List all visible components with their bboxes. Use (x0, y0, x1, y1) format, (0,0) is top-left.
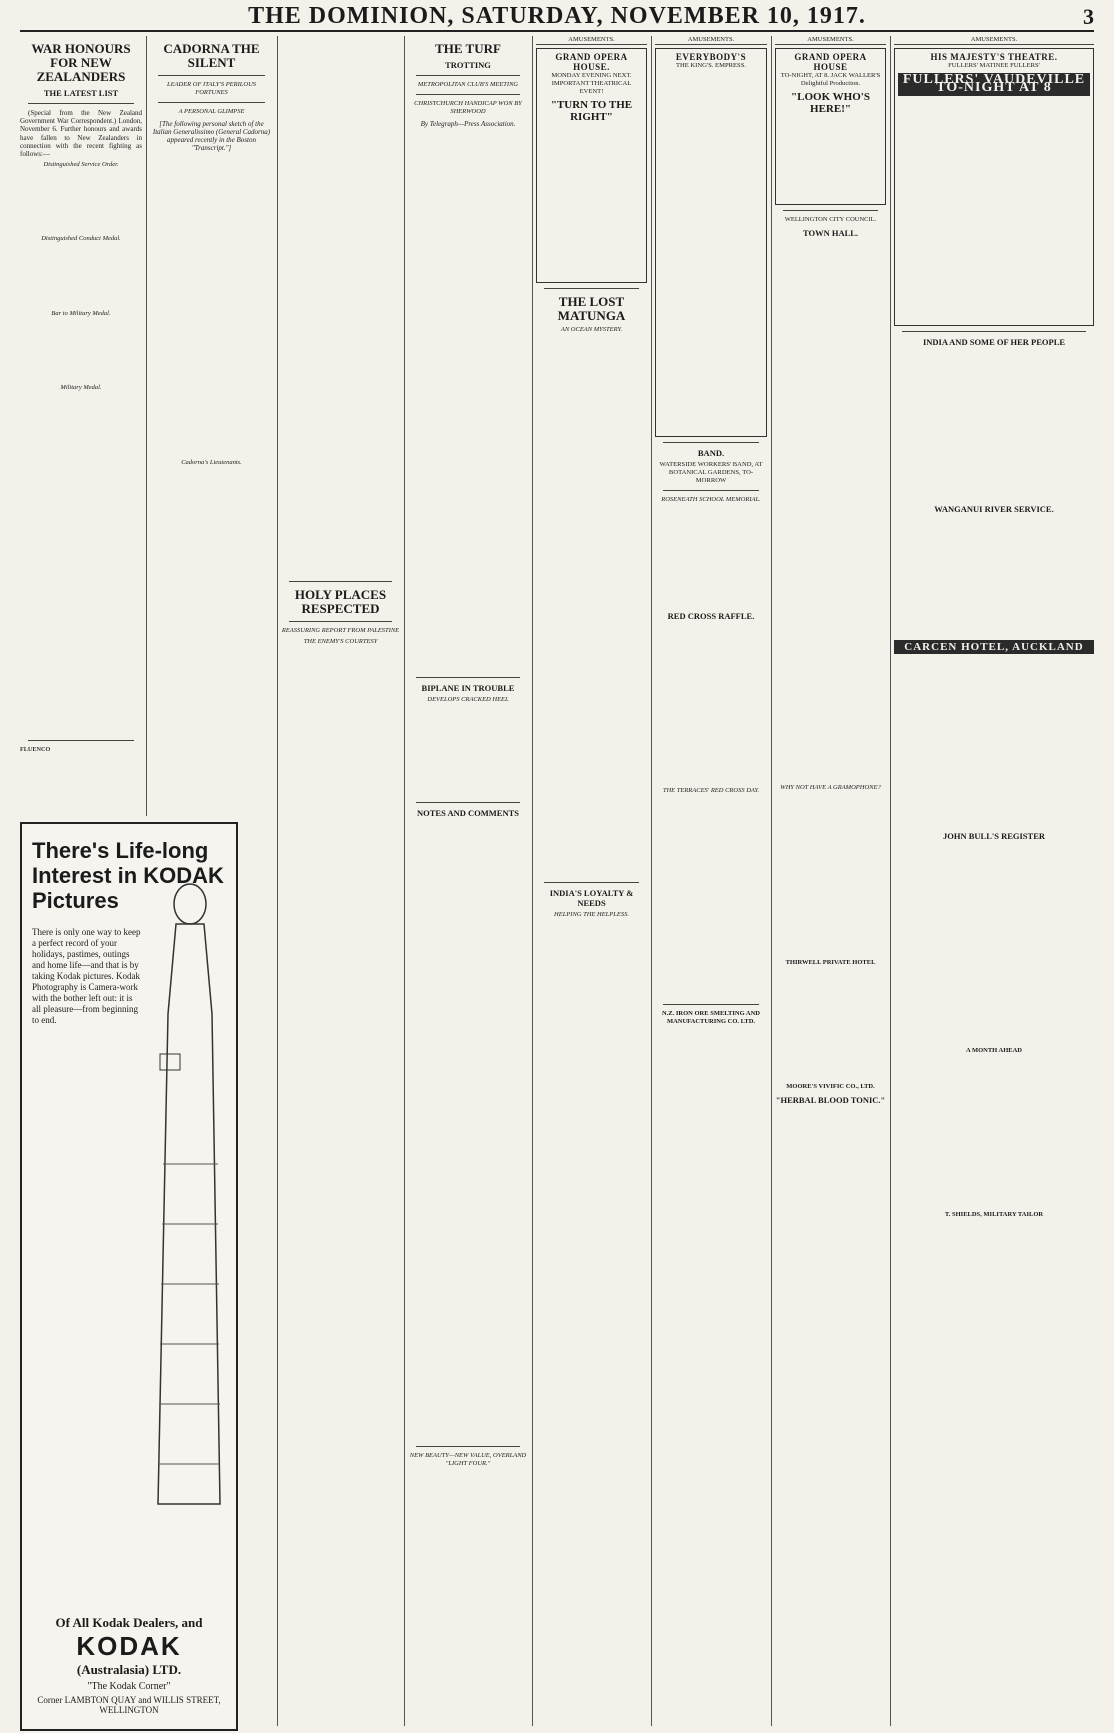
woman-figure-illustration (138, 864, 228, 1514)
fluenco-ad: FLUENCO (20, 746, 51, 754)
article-text (894, 1222, 1094, 1302)
kodak-brand-2: (Australasia) LTD. (76, 1662, 182, 1677)
article-text (150, 156, 273, 456)
kodak-advertisement (20, 822, 238, 1731)
article-text (894, 657, 1094, 827)
amusements-heading: AMUSEMENTS. (536, 36, 647, 45)
holy-places-headline: HOLY PLACES RESPECTED (294, 587, 387, 616)
masthead-title: THE DOMINION, SATURDAY, NOVEMBER 10, 1917. (248, 3, 866, 29)
turf-subhead-3: CHRISTCHURCH HANDICAP WON BY SHERWOOD (414, 100, 522, 116)
divider (416, 802, 520, 803)
column-amusements-3 (775, 36, 886, 1726)
gramophone-heading: WHY NOT HAVE A GRAMOPHONE? (780, 784, 881, 792)
holy-places-subhead: REASSURING REPORT FROM PALESTINE (281, 627, 400, 634)
section-heading: Distinguished Service Order. (43, 161, 119, 169)
matunga-subhead: AN OCEAN MYSTERY. (560, 326, 623, 334)
council-heading: WELLINGTON CITY COUNCIL. (784, 216, 877, 224)
cadorna-lead: [The following personal sketch of the Italian Generalissimo (General Cadorna) appeared recently in the Boston "Transcript."] (152, 119, 271, 153)
cadorna-subhead-3: Cadorna's Lieutenants. (181, 459, 242, 467)
vivific-heading: MOORE'S VIVIFIC CO., LTD. (786, 1082, 875, 1090)
cadorna-subhead-2: A PERSONAL GLIMPSE (178, 108, 245, 116)
column-holy-places (281, 36, 400, 1726)
amusements-heading: AMUSEMENTS. (894, 36, 1094, 45)
biplane-subhead: DEVELOPS CRACKED HEEL (427, 695, 509, 703)
article-text (281, 649, 400, 1649)
look-whos-here-ad: GRAND OPERA HOUSE TO-NIGHT, AT 8. JACK WALLER'S Delightful Production. "LOOK WHO'S HERE!" (775, 48, 886, 205)
divider (416, 75, 520, 76)
article-text (775, 796, 886, 956)
section-heading: Distinguished Conduct Medal. (41, 235, 121, 243)
grand-opera-house-ad: GRAND OPERA HOUSE. MONDAY EVENING NEXT. IMPORTANT THEATRICAL EVENT! "TURN TO THE RIGHT" (536, 48, 647, 283)
divider (28, 103, 134, 104)
company-heading: N.Z. IRON ORE SMELTING AND MANUFACTURING CO. LTD. (661, 1009, 760, 1025)
article-text (20, 172, 142, 232)
article-text (894, 1058, 1094, 1208)
amusements-heading: AMUSEMENTS. (775, 36, 886, 45)
divider (28, 740, 134, 741)
turf-subhead: TROTTING (445, 60, 491, 70)
column-rule (890, 36, 891, 1726)
divider (158, 102, 265, 103)
article-text (536, 337, 647, 877)
month-heading: A MONTH AHEAD (966, 1046, 1022, 1054)
divider (663, 442, 759, 443)
divider (289, 621, 392, 622)
biplane-headline: BIPLANE IN TROUBLE (421, 682, 515, 693)
india-people-heading: INDIA AND SOME OF HER PEOPLE (922, 336, 1066, 347)
divider (663, 490, 759, 491)
war-honours-intro: (Special from the New Zealand Government War Correspondent.) London, November 6. Further honours and awards have fallen to New Zealanders in connection with the recent fighting as follows:— (20, 109, 142, 159)
kodak-footer (22, 1615, 236, 1715)
blood-tonic-heading: "HERBAL BLOOD TONIC." (775, 1095, 886, 1106)
article-text (655, 507, 767, 607)
turf-subhead-2: METROPOLITAN CLUB'S MEETING (417, 81, 519, 88)
river-service-heading: WANGANUI RIVER SERVICE. (934, 503, 1054, 514)
kodak-slogan: "The Kodak Corner" (87, 1681, 171, 1692)
divider (158, 75, 265, 76)
divider (416, 677, 520, 678)
section-heading: Military Medal. (60, 383, 102, 391)
everybodys-ad: EVERYBODY'S THE KING'S. EMPRESS. (655, 48, 767, 437)
column-rule (277, 36, 278, 1726)
article-text (655, 1029, 767, 1369)
band-line: WATERSIDE WORKERS' BAND, AT BOTANICAL GARDENS, TO-MORROW (659, 461, 763, 485)
article-text (536, 923, 647, 1523)
column-rule (146, 36, 147, 816)
column-rule (771, 36, 772, 1726)
article-text (20, 321, 142, 381)
article-text (655, 624, 767, 784)
column-rule (651, 36, 652, 1726)
article-text (150, 471, 273, 816)
his-majestys-ad: HIS MAJESTY'S THEATRE. FULLERS' MATINEE FULLERS' FULLERS' VAUDEVILLE TO-NIGHT AT 8 (894, 48, 1094, 325)
article-text (894, 350, 1094, 500)
kodak-brand: KODAK (76, 1631, 182, 1661)
article-text (281, 36, 400, 576)
column-matunga (536, 36, 647, 1726)
article-text (20, 247, 142, 307)
article-text (408, 707, 528, 797)
section-heading: Bar to Military Medal. (51, 309, 111, 317)
divider (416, 94, 520, 95)
matunga-headline: THE LOST MATUNGA (557, 294, 626, 324)
war-honours-subhead: THE LATEST LIST (43, 88, 119, 98)
terraces-heading: THE TERRACES' RED CROSS DAY. (662, 787, 760, 795)
india-subhead: HELPING THE HELPLESS. (554, 911, 629, 919)
register-heading: JOHN BULL'S REGISTER (942, 830, 1046, 841)
masthead (20, 0, 1094, 32)
column-war-honours (20, 36, 142, 816)
amusements-heading: AMUSEMENTS. (655, 36, 767, 45)
kodak-body: There is only one way to keep a perfect record of your holidays, pastimes, outings and home life—and that is by taking Kodak pictures. Kodak Photography is Camera-work with the bother left out: it is all pleasure—from beginning to end. (32, 927, 141, 1025)
divider (544, 882, 639, 883)
raffle-heading: RED CROSS RAFFLE. (667, 611, 755, 622)
tailor-heading: T. SHIELDS, MILITARY TAILOR (944, 1211, 1044, 1219)
article-text (408, 132, 528, 672)
turf-byline: By Telegraph—Press Association. (420, 119, 516, 128)
hotel-heading: THIRWELL PRIVATE HOTEL (785, 958, 876, 966)
column-amusements-4 (894, 36, 1094, 1726)
divider (289, 581, 392, 582)
war-honours-headline: WAR HONOURS FOR NEW ZEALANDERS (31, 41, 131, 84)
column-cadorna (150, 36, 273, 816)
article-text (775, 1108, 886, 1408)
article-text (20, 395, 142, 735)
article-text (894, 844, 1094, 1044)
band-heading: BAND. (697, 448, 725, 459)
holy-places-subhead-2: THE ENEMY'S COURTESY (303, 638, 378, 646)
article-text (894, 517, 1094, 637)
page-number: 3 (1083, 4, 1094, 29)
india-headline: INDIA'S LOYALTY & NEEDS (549, 888, 634, 909)
cadorna-subhead: LEADER OF ITALY'S PERILOUS FORTUNES (166, 81, 257, 97)
school-heading: ROSENEATH SCHOOL MEMORIAL. (661, 496, 761, 504)
kodak-address: Corner LAMBTON QUAY and WILLIS STREET, WELLINGTON (37, 1695, 221, 1715)
article-text (408, 1471, 528, 1671)
column-turf (408, 36, 528, 1726)
kodak-dealers: Of All Kodak Dealers, and (55, 1615, 203, 1630)
overland-headline: NEW BEAUTY—NEW VALUE, OVERLAND "LIGHT FOUR." (409, 1452, 527, 1468)
divider (416, 1446, 520, 1447)
divider (663, 1004, 759, 1005)
townhall-heading: TOWN HALL. (802, 228, 859, 239)
turf-headline: THE TURF (435, 41, 501, 56)
article-text (775, 241, 886, 781)
cadorna-headline: CADORNA THE SILENT (163, 41, 260, 70)
divider (544, 288, 639, 289)
column-rule (404, 36, 405, 1726)
column-amusements-2 (655, 36, 767, 1726)
article-text (655, 799, 767, 999)
column-rule (532, 36, 533, 1726)
divider (783, 210, 878, 211)
notes-headline: NOTES AND COMMENTS (416, 808, 519, 819)
divider (902, 331, 1086, 332)
carcen-banner: CARCEN HOTEL, AUCKLAND (894, 640, 1094, 654)
kodak-title: There's Life-long Interest in KODAK Pictures (32, 838, 224, 913)
article-text (408, 821, 528, 1441)
article-text (775, 970, 886, 1080)
